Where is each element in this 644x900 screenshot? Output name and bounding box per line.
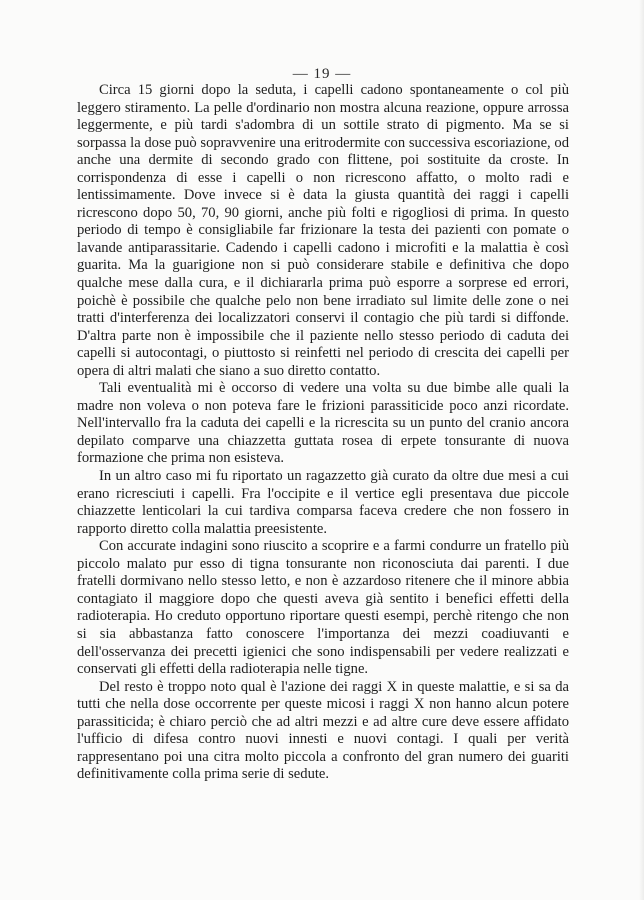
paragraph: Circa 15 giorni dopo la seduta, i capelli cadono spontaneamente o col più leggero stiramento. La pelle d'ordinario non mostra alcuna reazione, oppure arrossa leggermente, e più tardi s'adombra di un sottile strato di pigmento. Ma se si sorpassa la dose può sopravvenire una eritrodermite con successiva escoriazione, od anche una dermite di secondo grado con flittene, poi sostituite da croste. In corrispondenza di esse i capelli o non ricrescono affatto, o molto radi e lentissimamente. Dove invece si è data la giusta quantità dei raggi i capelli ricrescono dopo 50, 70, 90 giorni, anche più folti e rigogliosi di prima. In questo periodo di tempo è consigliabile far frizionare la testa dei pazienti con pomate o lavande antiparassitarie. Cadendo i capelli cadono i microfiti e la malattia è così guarita. Ma la guarigione non si può considerare stabile e definitiva che dopo qualche mese dalla cura, e il dichiararla prima può esporre a sorprese ed errori, poichè è possibile che qualche pelo non bene irradiato sul limite delle zone o nei tratti d'interferenza dei localizzatori conservi il contagio che più tardi si diffonde. D'altra parte non è impossibile che il paziente nello stesso periodo di caduta dei capelli si autocontagi, o piuttosto si reinfetti nel periodo di crescita dei capelli per opera di altri malati che siano a suo diretto contatto. xyxy=(77,82,569,379)
page-number: — 19 — xyxy=(292,66,352,82)
page-edge-shadow xyxy=(639,0,644,900)
paragraph: In un altro caso mi fu riportato un ragazzetto già curato da oltre due mesi a cui erano ricresciuti i capelli. Fra l'occipite e il vertice egli presentava due piccole chiazzette lenticolari la cui tardiva comparsa faceva credere che non fossero in rapporto diretto colla malattia preesistente. xyxy=(77,468,569,537)
paragraph: Tali eventualità mi è occorso di vedere una volta su due bimbe alle quali la madre non voleva o non poteva fare le frizioni parassiticide poco anzi ricordate. Nell'intervallo fra la caduta dei capelli e la ricrescita su un punto del cranio ancora depilato comparve una chiazzetta guttata rosea di erpete tonsurante di nuova formazione che prima non esisteva. xyxy=(77,380,569,467)
paragraph: Del resto è troppo noto qual è l'azione dei raggi X in queste malattie, e si sa da tutti che nella dose occorrente per queste micosi i raggi X non hanno alcun potere parassiticida; è chiaro perciò che ad altri mezzi e ad altre cure deve essere affidato l'ufficio di difesa contro nuovi innesti e nuovi contagi. I quali per verità rappresentano poi una citra molto piccola a confronto del gran numero dei guariti definitivamente colla prima serie di sedute. xyxy=(77,678,569,783)
body-text xyxy=(77,82,569,784)
paragraph: Con accurate indagini sono riuscito a scoprire e a farmi condurre un fratello più piccolo malato pur esso di tigna tonsurante non riconosciuta dai parenti. I due fratelli dormivano nello stesso letto, e non è azzardoso ritenere che il minore abbia contagiato il maggiore dopo che questi aveva già sentito i benefici effetti della radioterapia. Ho creduto opportuno riportare questi esempi, perchè ritengo che non si sia abbastanza fatto conoscere l'importanza dei mezzi coadiuvanti e dell'osservanza dei precetti igienici che sono indispensabili per vedere realizzati e conservati gli effetti della radioterapia nelle tigne. xyxy=(77,538,569,678)
